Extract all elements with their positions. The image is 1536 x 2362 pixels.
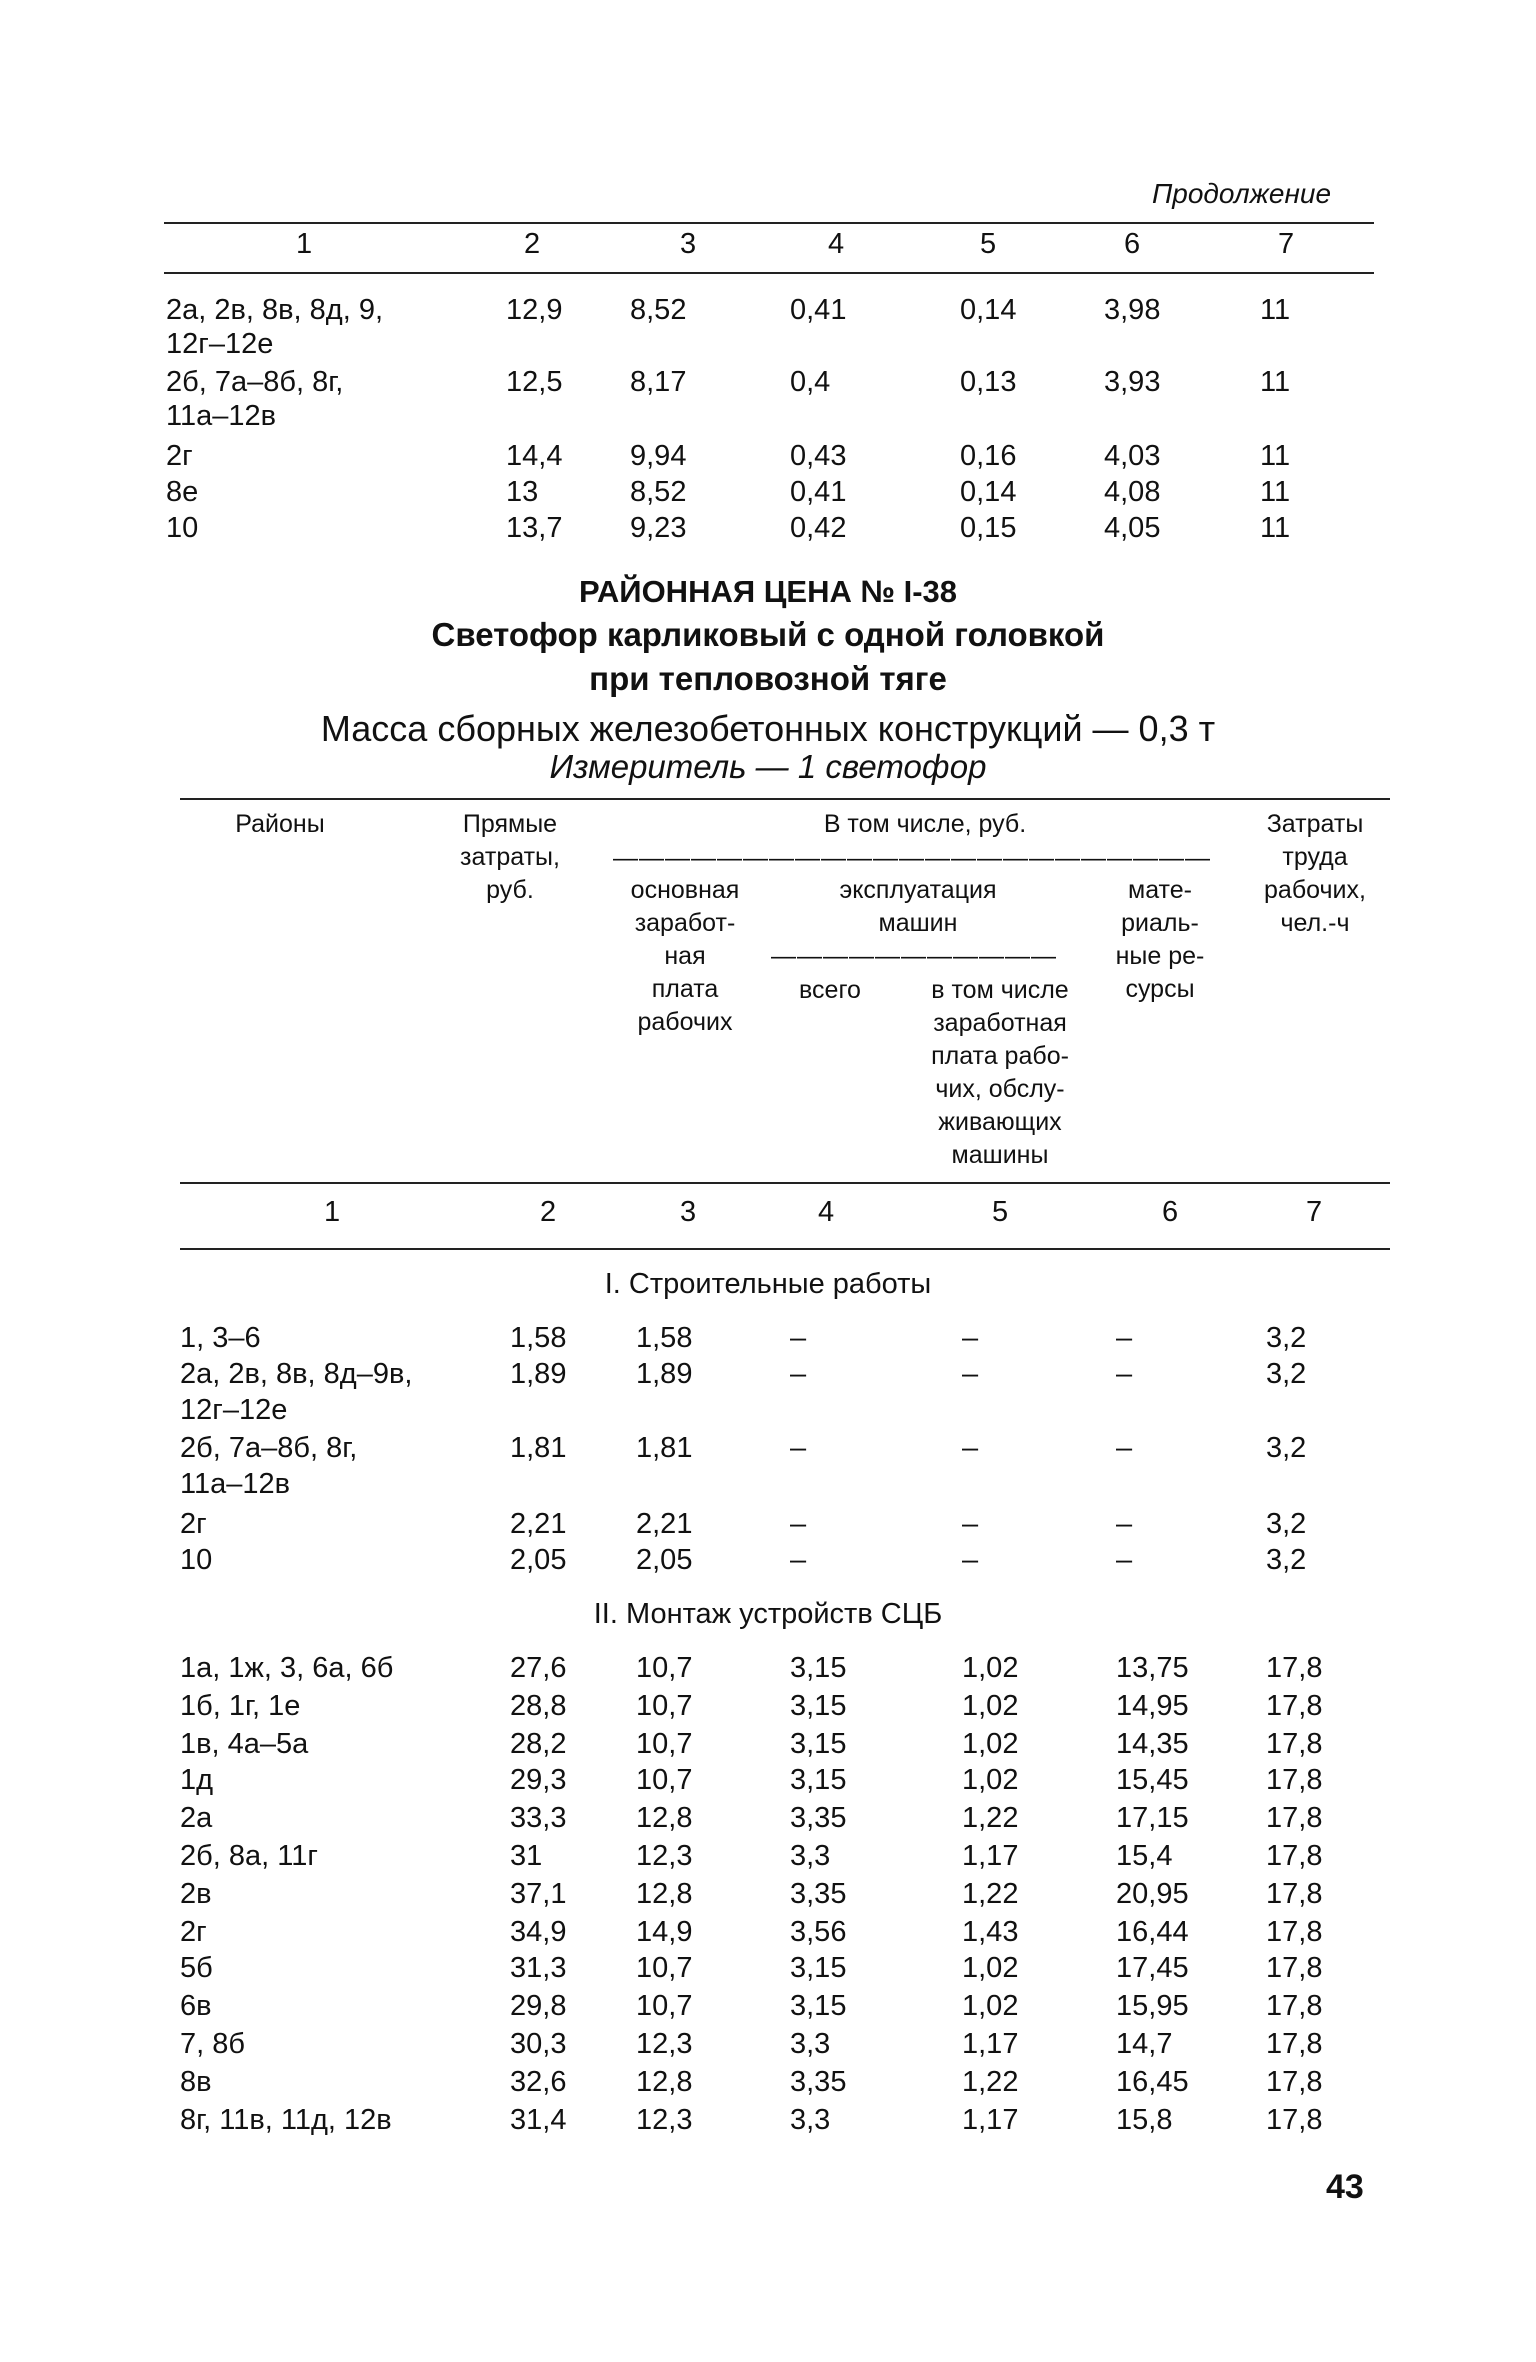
top-row-cell: 0,41 [790, 476, 847, 508]
header-col7: рабочих, [1264, 876, 1366, 904]
row-cell: 10,7 [636, 1652, 693, 1684]
main-col-number: 5 [992, 1196, 1009, 1228]
row-cell: 3,2 [1266, 1544, 1307, 1576]
row-district: 8г, 11в, 11д, 12в [180, 2104, 392, 2136]
continuation-label: Продолжение [1152, 178, 1332, 209]
main-col-number: 3 [680, 1196, 697, 1228]
row-cell: 28,2 [510, 1728, 567, 1760]
row-cell: 29,8 [510, 1990, 567, 2022]
row-cell: 17,8 [1266, 1878, 1323, 1910]
row-district: 2в [180, 1878, 212, 1910]
row-cell: 3,2 [1266, 1322, 1307, 1354]
row-cell: 17,8 [1266, 1802, 1323, 1834]
row-cell: 17,8 [1266, 2028, 1323, 2060]
row-cell: 17,8 [1266, 1764, 1323, 1796]
page-number: 43 [1326, 2168, 1364, 2206]
row-cell: 29,3 [510, 1764, 567, 1796]
top-row-cell: 0,15 [960, 512, 1017, 544]
row-cell: 3,35 [790, 1802, 847, 1834]
header-col6: риаль- [1121, 909, 1199, 937]
top-col-number: 2 [524, 228, 541, 260]
row-cell: 17,8 [1266, 1652, 1323, 1684]
top-row-cell: 0,16 [960, 440, 1017, 472]
row-cell: 2,21 [636, 1508, 693, 1540]
row-cell: 1,81 [636, 1432, 693, 1464]
top-row-district: 2г [166, 440, 193, 472]
row-cell: – [962, 1508, 979, 1540]
top-row-cell: 13,7 [506, 512, 563, 544]
row-cell: 12,8 [636, 1878, 693, 1910]
header-col3: рабочих [637, 1008, 733, 1036]
row-cell: 20,95 [1116, 1878, 1189, 1910]
row-cell: 15,95 [1116, 1990, 1189, 2022]
row-cell: 17,8 [1266, 1728, 1323, 1760]
row-cell: 1,81 [510, 1432, 567, 1464]
row-cell: 12,8 [636, 2066, 693, 2098]
row-cell: 13,75 [1116, 1652, 1189, 1684]
row-cell: 1,89 [636, 1358, 693, 1390]
top-table-rule-header [164, 272, 1374, 274]
row-district: 1а, 1ж, 3, 6а, 6б [180, 1652, 394, 1684]
main-table-rule-top [180, 798, 1390, 800]
top-row-cell: 4,08 [1104, 476, 1161, 508]
row-cell: 3,15 [790, 1690, 847, 1722]
row-cell: – [790, 1508, 807, 1540]
row-cell: 2,05 [510, 1544, 567, 1576]
header-col2: руб. [486, 876, 534, 904]
row-cell: 3,56 [790, 1916, 847, 1948]
item-name-line1: Светофор карликовый с одной головкой [431, 616, 1105, 653]
header-col3: плата [651, 975, 719, 1003]
mass-line: Масса сборных железобетонных конструкций — 0,3 т [320, 708, 1216, 749]
row-cell: 1,58 [510, 1322, 567, 1354]
top-row-cell: 11 [1260, 440, 1291, 472]
row-cell: 17,8 [1266, 1840, 1323, 1872]
main-col-number: 2 [540, 1196, 557, 1228]
header-col5: живающих [938, 1108, 1062, 1136]
header-col1: Районы [235, 810, 325, 838]
header-col7: Затраты [1266, 810, 1364, 838]
header-col6: мате- [1128, 876, 1192, 904]
row-cell: 3,3 [790, 2104, 831, 2136]
header-expl: машин [878, 909, 958, 937]
row-cell: 3,2 [1266, 1508, 1307, 1540]
row-cell: 1,22 [962, 1878, 1019, 1910]
row-cell: 3,15 [790, 1652, 847, 1684]
row-cell: 17,8 [1266, 2104, 1323, 2136]
row-cell: – [1116, 1322, 1133, 1354]
top-row-cell: 9,23 [630, 512, 687, 544]
row-cell: 12,8 [636, 1802, 693, 1834]
row-cell: 1,17 [962, 2104, 1019, 2136]
main-col-number: 1 [324, 1196, 341, 1228]
top-col-number: 4 [828, 228, 845, 260]
top-row-district: 2а, 2в, 8в, 8д, 9, [166, 294, 384, 326]
header-col3: ная [664, 942, 706, 970]
row-cell: 15,45 [1116, 1764, 1189, 1796]
row-district: 12г–12е [180, 1394, 288, 1426]
main-table-rule-header [180, 1182, 1390, 1184]
row-cell: – [962, 1358, 979, 1390]
row-cell: 3,3 [790, 2028, 831, 2060]
row-cell: 14,35 [1116, 1728, 1189, 1760]
row-cell: – [1116, 1508, 1133, 1540]
row-cell: 12,3 [636, 2104, 693, 2136]
row-district: 2а [180, 1802, 213, 1834]
row-cell: 3,15 [790, 1952, 847, 1984]
header-col5: заработная [933, 1009, 1067, 1037]
top-row-cell: 0,41 [790, 294, 847, 326]
row-cell: 10,7 [636, 1690, 693, 1722]
row-cell: 12,3 [636, 2028, 693, 2060]
top-row-cell: 0,43 [790, 440, 847, 472]
row-cell: – [1116, 1358, 1133, 1390]
row-cell: – [1116, 1544, 1133, 1576]
top-col-number: 6 [1124, 228, 1141, 260]
header-col5: в том числе [931, 976, 1069, 1004]
top-row-district: 8е [166, 476, 199, 508]
row-cell: 3,35 [790, 1878, 847, 1910]
row-cell: 14,7 [1116, 2028, 1173, 2060]
top-row-cell: 14,4 [506, 440, 563, 472]
top-row-cell: 12,9 [506, 294, 563, 326]
row-cell: 3,2 [1266, 1432, 1307, 1464]
top-row-cell: 0,14 [960, 294, 1017, 326]
top-col-number: 1 [296, 228, 313, 260]
row-district: 2б, 8а, 11г [180, 1840, 318, 1872]
row-cell: 2,05 [636, 1544, 693, 1576]
header-divider: ——————————— [771, 942, 1057, 970]
row-cell: – [790, 1358, 807, 1390]
top-row-district: 12г–12е [166, 328, 274, 360]
row-cell: 17,8 [1266, 1690, 1323, 1722]
row-district: 8в [180, 2066, 212, 2098]
row-cell: – [790, 1544, 807, 1576]
row-cell: 27,6 [510, 1652, 567, 1684]
row-district: 2г [180, 1916, 207, 1948]
section-title: I. Строительные работы [604, 1268, 932, 1300]
row-district: 2г [180, 1508, 207, 1540]
row-cell: – [790, 1322, 807, 1354]
row-cell: 17,8 [1266, 1990, 1323, 2022]
row-cell: 17,8 [1266, 1916, 1323, 1948]
header-col7: чел.-ч [1280, 909, 1350, 937]
header-col5: машины [951, 1141, 1049, 1169]
top-col-number: 7 [1278, 228, 1295, 260]
row-cell: 33,3 [510, 1802, 567, 1834]
top-row-cell: 11 [1260, 476, 1291, 508]
top-row-cell: 0,42 [790, 512, 847, 544]
row-district: 1, 3–6 [180, 1322, 261, 1354]
top-row-district: 10 [166, 512, 199, 544]
row-cell: 17,8 [1266, 2066, 1323, 2098]
row-cell: 32,6 [510, 2066, 567, 2098]
row-cell: 1,02 [962, 1952, 1019, 1984]
row-cell: 16,44 [1116, 1916, 1189, 1948]
row-cell: 1,17 [962, 1840, 1019, 1872]
top-row-cell: 8,17 [630, 366, 687, 398]
top-row-cell: 12,5 [506, 366, 563, 398]
header-col4: всего [799, 976, 861, 1004]
row-cell: 1,89 [510, 1358, 567, 1390]
main-col-number: 4 [818, 1196, 835, 1228]
top-row-cell: 3,93 [1104, 366, 1161, 398]
top-row-cell: 11 [1260, 366, 1291, 398]
top-row-cell: 4,05 [1104, 512, 1161, 544]
header-col3: основная [630, 876, 740, 904]
header-col6: сурсы [1125, 975, 1195, 1003]
top-row-cell: 13 [506, 476, 539, 508]
row-cell: 3,3 [790, 1840, 831, 1872]
row-district: 11а–12в [180, 1468, 291, 1500]
top-row-district: 11а–12в [166, 400, 277, 432]
header-col3: заработ- [634, 909, 736, 937]
row-cell: 1,17 [962, 2028, 1019, 2060]
row-cell: 31,3 [510, 1952, 567, 1984]
row-district: 2б, 7а–8б, 8г, [180, 1432, 358, 1464]
row-cell: 3,15 [790, 1990, 847, 2022]
header-col7: труда [1282, 843, 1348, 871]
row-cell: – [790, 1432, 807, 1464]
measure-unit-line: Измеритель — 1 светофор [549, 748, 987, 785]
row-cell: 30,3 [510, 2028, 567, 2060]
top-table-rule-top [164, 222, 1374, 224]
top-row-cell: 8,52 [630, 476, 687, 508]
row-cell: 31,4 [510, 2104, 567, 2136]
row-cell: 3,15 [790, 1764, 847, 1796]
row-district: 1в, 4а–5а [180, 1728, 309, 1760]
row-cell: 3,15 [790, 1728, 847, 1760]
row-district: 5б [180, 1952, 213, 1984]
row-cell: – [962, 1432, 979, 1464]
row-cell: 1,22 [962, 2066, 1019, 2098]
row-cell: – [962, 1322, 979, 1354]
row-cell: 10,7 [636, 1764, 693, 1796]
row-cell: 3,2 [1266, 1358, 1307, 1390]
section-title: II. Монтаж устройств СЦБ [593, 1598, 943, 1630]
row-cell: 14,9 [636, 1916, 693, 1948]
row-cell: 15,4 [1116, 1840, 1173, 1872]
top-row-cell: 11 [1260, 512, 1291, 544]
row-cell: 16,45 [1116, 2066, 1189, 2098]
row-cell: 1,02 [962, 1728, 1019, 1760]
row-cell: 1,02 [962, 1990, 1019, 2022]
header-expl: эксплуатация [839, 876, 997, 904]
row-cell: 10,7 [636, 1952, 693, 1984]
row-cell: – [962, 1544, 979, 1576]
row-district: 1д [180, 1764, 214, 1796]
row-cell: 3,35 [790, 2066, 847, 2098]
header-col2: Прямые [462, 810, 558, 838]
row-cell: 1,43 [962, 1916, 1019, 1948]
item-name-line2: при тепловозной тяге [589, 660, 947, 697]
row-cell: 1,02 [962, 1652, 1019, 1684]
row-cell: 10,7 [636, 1990, 693, 2022]
main-table-rule-colnums [180, 1248, 1390, 1250]
header-divider: ——————————————————————— [613, 844, 1211, 872]
top-row-cell: 8,52 [630, 294, 687, 326]
header-col2: затраты, [460, 843, 560, 871]
row-cell: 14,95 [1116, 1690, 1189, 1722]
row-cell: 12,3 [636, 1840, 693, 1872]
top-row-cell: 4,03 [1104, 440, 1161, 472]
row-cell: 1,22 [962, 1802, 1019, 1834]
row-cell: 10,7 [636, 1728, 693, 1760]
row-cell: 17,45 [1116, 1952, 1189, 1984]
row-cell: – [1116, 1432, 1133, 1464]
row-cell: 2,21 [510, 1508, 567, 1540]
header-col5: плата рабо- [931, 1042, 1069, 1070]
main-col-number: 7 [1306, 1196, 1323, 1228]
top-row-cell: 0,13 [960, 366, 1017, 398]
row-cell: 1,58 [636, 1322, 693, 1354]
row-cell: 37,1 [510, 1878, 567, 1910]
top-row-cell: 3,98 [1104, 294, 1161, 326]
top-col-number: 5 [980, 228, 997, 260]
row-cell: 15,8 [1116, 2104, 1173, 2136]
top-col-number: 3 [680, 228, 697, 260]
row-district: 1б, 1г, 1е [180, 1690, 301, 1722]
header-incl: В том числе, руб. [823, 810, 1027, 838]
row-cell: 17,15 [1116, 1802, 1189, 1834]
row-district: 2а, 2в, 8в, 8д–9в, [180, 1358, 413, 1390]
row-cell: 1,02 [962, 1764, 1019, 1796]
top-row-cell: 11 [1260, 294, 1291, 326]
row-district: 10 [180, 1544, 213, 1576]
row-cell: 28,8 [510, 1690, 567, 1722]
top-row-cell: 0,14 [960, 476, 1017, 508]
header-col6: ные ре- [1115, 942, 1205, 970]
row-district: 6в [180, 1990, 212, 2022]
row-district: 7, 8б [180, 2028, 245, 2060]
row-cell: 1,02 [962, 1690, 1019, 1722]
top-row-cell: 0,4 [790, 366, 831, 398]
price-number-title: РАЙОННАЯ ЦЕНА № I-38 [578, 574, 958, 609]
row-cell: 17,8 [1266, 1952, 1323, 1984]
main-col-number: 6 [1162, 1196, 1179, 1228]
top-row-district: 2б, 7а–8б, 8г, [166, 366, 344, 398]
row-cell: 31 [510, 1840, 543, 1872]
row-cell: 34,9 [510, 1916, 567, 1948]
top-row-cell: 9,94 [630, 440, 687, 472]
header-col5: чих, обслу- [935, 1075, 1065, 1103]
